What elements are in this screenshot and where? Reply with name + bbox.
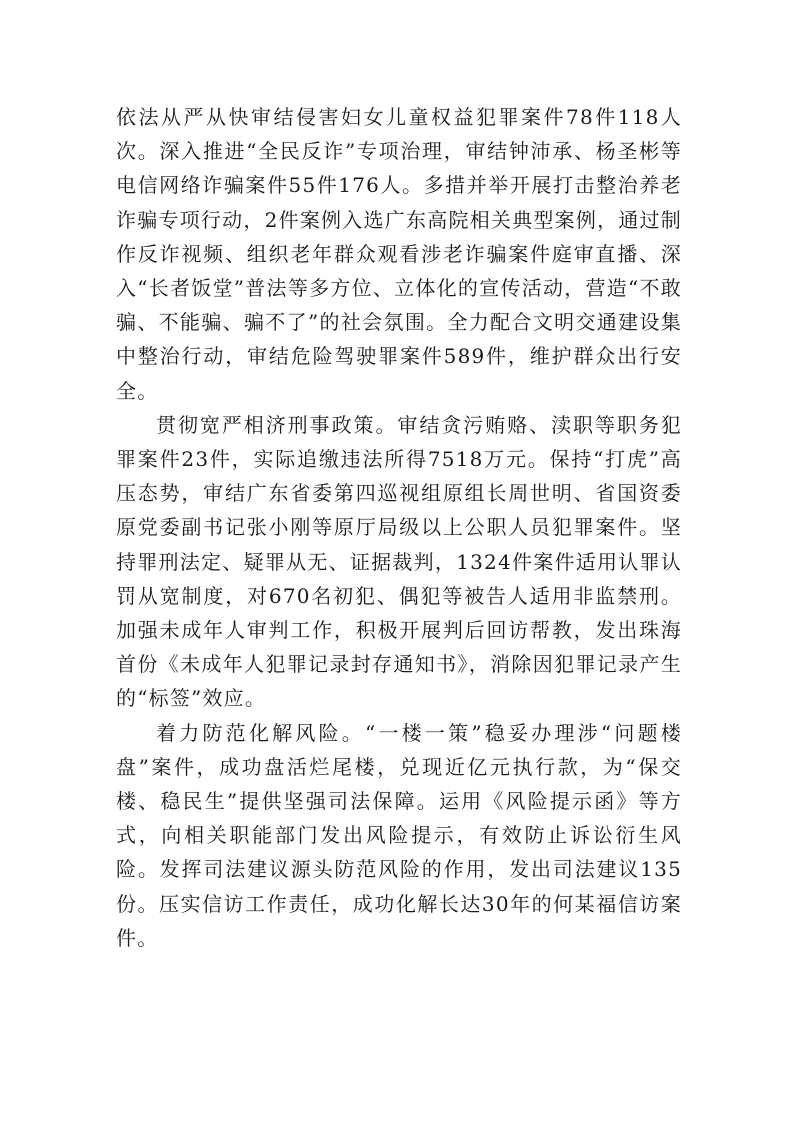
- paragraph-risk-prevention: 着力防范化解风险。“一楼一策”稳妥办理涉“问题楼盘”案件，成功盘活烂尾楼，兑现近亿元执行款，为“保交楼、稳民生”提供坚强司法保障。运用《风险提示函》等方式，向相关职能部门发出风险提示，有效防止诉讼衍生风险。发挥司法建议源头防范风险的作用，发出司法建议135份。压实信访工作责任，成功化解长达30年的何某福信访案件。: [116, 720, 682, 950]
- paragraph-criminal-policy: 贯彻宽严相济刑事政策。审结贪污贿赂、渎职等职务犯罪案件23件，实际追缴违法所得7518万元。保持“打虎”高压态势，审结广东省委第四巡视组原组长周世明、省国资委原党委副书记张小刚等原厅局级以上公职人员犯罪案件。坚持罪刑法定、疑罪从无、证据裁判，1324件案件适用认罪认罚从宽制度，对670名初犯、偶犯等被告人适用非监禁刑。加强未成年人审判工作，积极开展判后回访帮教，发出珠海首份《未成年人犯罪记录封存通知书》，消除因犯罪记录产生的“标签”效应。: [116, 412, 682, 711]
- paragraph-women-children-fraud-cases: 依法从严从快审结侵害妇女儿童权益犯罪案件78件118人次。深入推进“全民反诈”专项治理，审结钟沛承、杨圣彬等电信网络诈骗案件55件176人。多措并举开展打击整治养老诈骗专项行动，2件案例入选广东高院相关典型案例，通过制作反诈视频、组织老年群众观看涉老诈骗案件庭审直播、深入“长者饭堂”普法等多方位、立体化的宣传活动，营造“不敢骗、不能骗、骗不了”的社会氛围。全力配合文明交通建设集中整治行动，审结危险驾驶罪案件589件，维护群众出行安全。: [116, 105, 682, 403]
- document-body: [116, 100, 682, 955]
